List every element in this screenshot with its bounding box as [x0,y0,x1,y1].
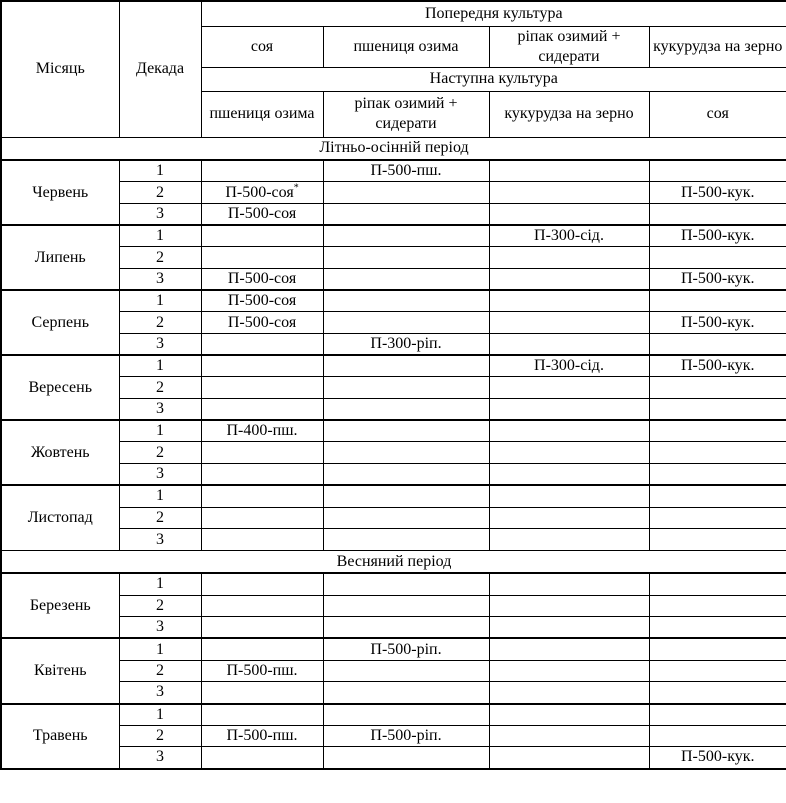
treatment-cell [323,617,489,639]
table-row [1,660,786,682]
month-name: Липень [1,225,119,290]
month-name: Червень [1,160,119,225]
column-header-decade: Декада [119,1,201,137]
treatment-cell [649,399,786,421]
treatment-cell [323,507,489,529]
decade-number: 3 [119,747,201,769]
prev-culture-corn: кукурудза на зерно [649,26,786,67]
decade-number: 3 [119,529,201,551]
treatment-cell [201,334,323,356]
treatment-cell [323,464,489,486]
treatment-cell: П-500-ріп. [323,725,489,747]
treatment-cell: П-500-соя [201,290,323,312]
table-row [1,420,786,442]
treatment-cell [649,442,786,464]
treatment-cell [323,377,489,399]
treatment-cell: П-500-кук. [649,182,786,204]
decade-number: 1 [119,638,201,660]
decade-number: 3 [119,203,201,225]
treatment-cell [489,268,649,290]
treatment-cell [489,725,649,747]
treatment-cell [201,573,323,595]
treatment-cell: П-500-кук. [649,268,786,290]
table-row [1,529,786,551]
treatment-cell: П-500-кук. [649,355,786,377]
treatment-cell [489,399,649,421]
decade-number: 2 [119,312,201,334]
table-row [1,704,786,726]
decade-number: 1 [119,573,201,595]
treatment-cell [323,529,489,551]
table-row [1,638,786,660]
treatment-cell [489,464,649,486]
treatment-cell [489,377,649,399]
month-name: Серпень [1,290,119,355]
treatment-cell [489,747,649,769]
treatment-cell [489,595,649,617]
treatment-cell [489,660,649,682]
treatment-cell [649,290,786,312]
treatment-cell [489,617,649,639]
treatment-cell [489,485,649,507]
decade-number: 1 [119,420,201,442]
treatment-cell [323,442,489,464]
treatment-cell [201,617,323,639]
treatment-cell [649,638,786,660]
decade-number: 2 [119,725,201,747]
decade-number: 1 [119,290,201,312]
treatment-cell [489,334,649,356]
table-row [1,334,786,356]
treatment-cell [489,312,649,334]
treatment-cell [323,573,489,595]
month-name: Березень [1,573,119,638]
treatment-cell [649,203,786,225]
treatment-cell [649,377,786,399]
treatment-cell [323,203,489,225]
treatment-cell: П-300-сід. [489,225,649,247]
decade-number: 1 [119,225,201,247]
treatment-cell [649,464,786,486]
group-header-previous-culture: Попередня культура [201,1,786,26]
treatment-cell [323,399,489,421]
treatment-cell: П-500-кук. [649,747,786,769]
treatment-cell [649,529,786,551]
decade-number: 3 [119,334,201,356]
treatment-cell [201,225,323,247]
treatment-cell [649,573,786,595]
table-row [1,182,786,204]
decade-number: 3 [119,682,201,704]
section-header: Літньо-осінній період [1,137,786,160]
next-culture-soy: соя [649,91,786,137]
treatment-cell [201,464,323,486]
decade-number: 1 [119,485,201,507]
next-culture-winter-wheat: пшениця озима [201,91,323,137]
table-row [1,268,786,290]
table-row [1,682,786,704]
treatment-cell [489,182,649,204]
table-row [1,399,786,421]
treatment-cell [649,617,786,639]
month-name: Листопад [1,485,119,550]
treatment-cell [649,247,786,269]
treatment-cell [489,529,649,551]
treatment-cell [323,747,489,769]
treatment-cell [201,507,323,529]
treatment-cell [489,507,649,529]
treatment-cell [649,507,786,529]
treatment-cell [201,529,323,551]
treatment-cell [201,355,323,377]
table-row [1,225,786,247]
treatment-cell: П-500-пш. [201,660,323,682]
table-row [1,595,786,617]
decade-number: 2 [119,247,201,269]
treatment-cell [201,399,323,421]
treatment-cell [323,268,489,290]
treatment-cell: П-500-соя [201,268,323,290]
treatment-cell: П-500-соя [201,312,323,334]
treatment-cell [323,420,489,442]
treatment-cell [323,312,489,334]
treatment-cell [201,595,323,617]
treatment-cell [323,595,489,617]
treatment-cell [323,247,489,269]
treatment-cell: П-300-сід. [489,355,649,377]
next-culture-winter-rape: ріпак озимий + сидерати [323,91,489,137]
table-row [1,247,786,269]
treatment-cell: П-500-ріп. [323,638,489,660]
decade-number: 2 [119,442,201,464]
table-row [1,355,786,377]
table-row [1,617,786,639]
treatment-cell [649,160,786,182]
table-body [1,137,786,769]
decade-number: 2 [119,182,201,204]
treatment-cell [489,638,649,660]
decade-number: 2 [119,595,201,617]
decade-number: 3 [119,268,201,290]
treatment-cell [323,355,489,377]
month-name: Квітень [1,638,119,703]
treatment-cell [323,485,489,507]
treatment-cell [649,420,786,442]
treatment-cell: П-500-пш. [201,725,323,747]
treatment-cell [489,290,649,312]
table-row [1,290,786,312]
treatment-cell [323,290,489,312]
decade-number: 1 [119,355,201,377]
table-row [1,377,786,399]
prev-culture-winter-wheat: пшениця озима [323,26,489,67]
decade-number: 1 [119,160,201,182]
treatment-cell [649,704,786,726]
table-row [1,485,786,507]
table-row [1,203,786,225]
treatment-cell [649,682,786,704]
decade-number: 1 [119,704,201,726]
decade-number: 2 [119,507,201,529]
table-row [1,312,786,334]
treatment-cell [649,660,786,682]
treatment-cell [489,682,649,704]
treatment-cell [201,377,323,399]
treatment-cell [201,485,323,507]
treatment-cell [649,595,786,617]
table-row [1,160,786,182]
table-row [1,573,786,595]
treatment-cell [489,420,649,442]
decade-number: 3 [119,464,201,486]
month-name: Вересень [1,355,119,420]
treatment-cell: П-500-кук. [649,225,786,247]
treatment-cell [489,573,649,595]
decade-number: 2 [119,660,201,682]
group-header-next-culture: Наступна культура [201,67,786,91]
column-header-month: Місяць [1,1,119,137]
treatment-cell [489,160,649,182]
decade-number: 2 [119,377,201,399]
treatment-cell [649,485,786,507]
table-row [1,464,786,486]
treatment-cell [201,638,323,660]
prev-culture-soy: соя [201,26,323,67]
treatment-cell [323,660,489,682]
month-name: Травень [1,704,119,769]
treatment-cell [201,160,323,182]
prev-culture-winter-rape: ріпак озимий + сидерати [489,26,649,67]
treatment-cell: П-400-пш. [201,420,323,442]
treatment-cell [201,442,323,464]
treatment-cell: П-300-ріп. [323,334,489,356]
treatment-cell [323,682,489,704]
table-row [1,442,786,464]
table-row [1,507,786,529]
treatment-cell [649,725,786,747]
next-culture-corn: кукурудза на зерно [489,91,649,137]
table-row [1,725,786,747]
treatment-cell [201,747,323,769]
treatment-cell: П-500-соя* [201,182,323,204]
decade-number: 3 [119,399,201,421]
treatment-cell [489,203,649,225]
table-row [1,747,786,769]
treatment-cell [489,247,649,269]
treatment-cell [201,682,323,704]
treatment-cell: П-500-кук. [649,312,786,334]
treatment-cell [489,442,649,464]
treatment-cell [489,704,649,726]
treatment-cell [201,247,323,269]
section-header: Весняний період [1,550,786,573]
footnote-asterisk: * [293,182,299,194]
treatment-cell [323,182,489,204]
treatment-cell [649,334,786,356]
month-name: Жовтень [1,420,119,485]
treatment-cell: П-500-пш. [323,160,489,182]
decade-number: 3 [119,617,201,639]
table-header [1,1,786,137]
treatment-cell [323,225,489,247]
treatment-cell [201,704,323,726]
treatment-cell [323,704,489,726]
treatment-cell: П-500-соя [201,203,323,225]
